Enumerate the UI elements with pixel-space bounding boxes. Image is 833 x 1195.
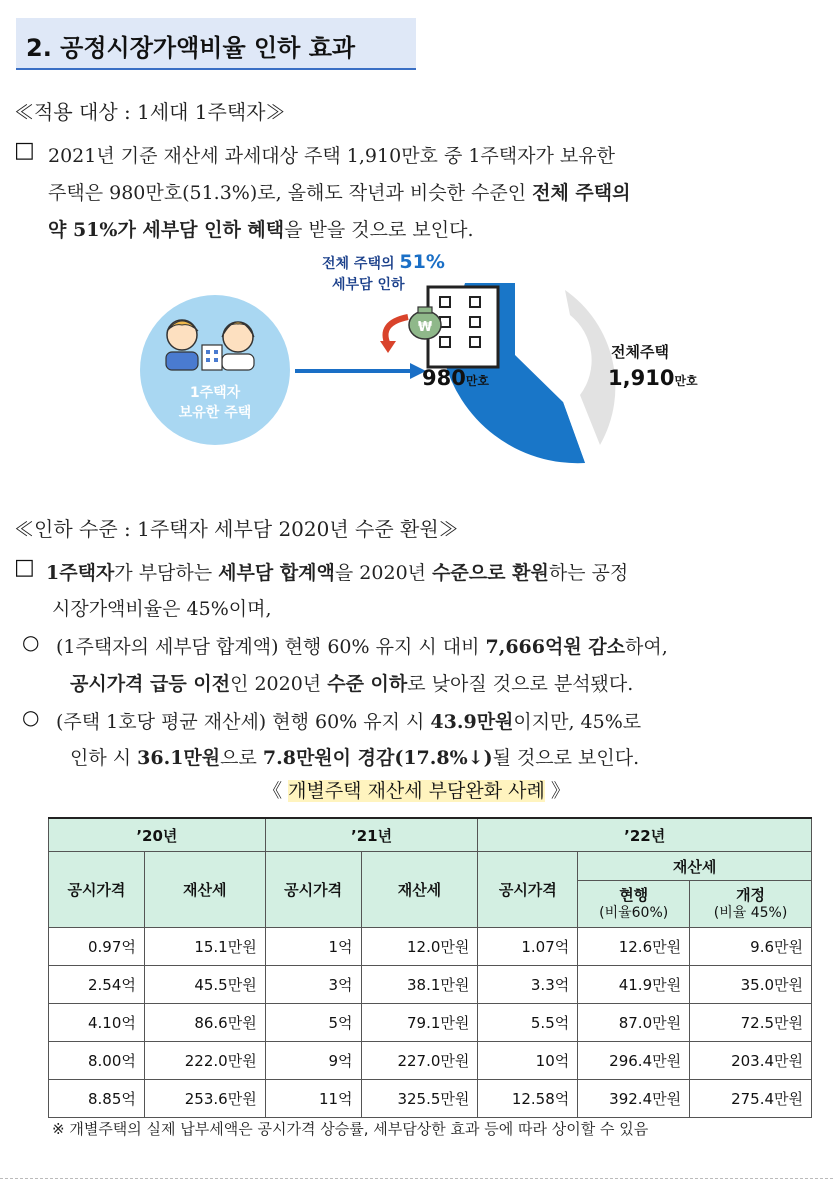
s2-p2-c: 하여, [625,636,668,658]
col-price-21: 공시가격 [265,852,361,928]
table-row [49,966,812,1004]
callout-pct: 51% [399,251,445,273]
s2-p3l2-b: 36.1만원 [137,747,221,769]
table-cell: 392.4만원 [578,1080,690,1118]
table-cell: 10억 [478,1042,578,1080]
table-cell: 87.0만원 [578,1004,690,1042]
s2-p2-b: 7,666억원 감소 [485,636,626,658]
s2-p3l2-e: 될 것으로 보인다. [492,747,640,769]
table-cell: 3억 [265,966,361,1004]
caption-close: 》 [544,780,570,802]
table-cell: 9억 [265,1042,361,1080]
tax-table [48,817,812,1118]
table-cell: 1억 [265,928,361,966]
s2-p3-a: (주택 1호당 평균 재산세) 현행 60% 유지 시 [56,711,431,733]
table-cell: 325.5만원 [361,1080,478,1118]
s2-p2l2-c: 수준 이하 [327,673,408,695]
table-cell: 72.5만원 [690,1004,812,1042]
table-cell: 11억 [265,1080,361,1118]
section2-p3-line1 [56,707,641,734]
col-revised-label: 개정 [736,886,766,904]
won-symbol: ₩ [417,320,433,335]
col-current-label: 현행 [619,886,649,904]
bullet-square-2: □ [14,555,35,580]
s2-p2-a: (1주택자의 세부담 합계액) 현행 60% 유지 시 대비 [56,636,486,658]
down-arrow-head [380,341,396,353]
section1-line3-b: 을 받을 것으로 보인다. [284,219,474,241]
section2-p2-line2 [70,669,633,696]
table-cell: 41.9만원 [578,966,690,1004]
year-20-header: ’20년 [49,818,266,852]
table-cell: 86.6만원 [144,1004,265,1042]
col-revised [690,881,812,928]
year-22-header: ’22년 [478,818,812,852]
table-body [49,928,812,1118]
section1-line1: 2021년 기준 재산세 과세대상 주택 1,910만호 중 1주택자가 보유한 [48,145,615,167]
table-cell: 253.6만원 [144,1080,265,1118]
infographic [110,245,730,470]
s2-p3l2-d: 7.8만원이 경감(17.8%↓) [262,747,493,769]
right-label: 전체주택 [611,343,669,361]
s2-p2l2-d: 로 낮아질 것으로 분석됐다. [407,673,634,695]
table-note: ※ 개별주택의 실제 납부세액은 공시가격 상승률, 세부담상한 효과 등에 따라 상이할 수 있음 [52,1120,649,1138]
left-value: 980 [422,366,466,390]
col-tax-20: 재산세 [144,852,265,928]
table-cell: 275.4만원 [690,1080,812,1118]
svg-text:전체 주택의 51% [322,251,445,273]
caption-text: 개별주택 재산세 부담완화 사례 [288,780,545,802]
table-cell: 5.5억 [478,1004,578,1042]
section2-p1-line1 [46,558,628,585]
left-unit: 만호 [465,374,490,388]
table-cell: 12.58억 [478,1080,578,1118]
section2-title: ≪인하 수준 : 1주택자 세부담 2020년 수준 환원≫ [14,517,459,541]
table-cell: 2.54억 [49,966,145,1004]
s2-p3l2-a: 인하 시 [70,747,138,769]
s2-p3l2-c: 으로 [220,747,263,769]
section1-line2-b: 전체 주택의 [532,182,631,204]
table-cell: 12.6만원 [578,928,690,966]
section2-p3-line2 [70,743,639,770]
s2-p2l2-b: 인 2020년 [230,673,328,695]
col-revised-sub: (비율 45%) [713,905,788,921]
table-cell: 296.4만원 [578,1042,690,1080]
callout-1: 전체 주택의 [322,256,400,272]
col-price-20: 공시가격 [49,852,145,928]
table-cell: 45.5만원 [144,966,265,1004]
table-row [49,928,812,966]
table-cell: 8.85억 [49,1080,145,1118]
table-cell: 3.3억 [478,966,578,1004]
section2-p1-line2: 시장가액비율은 45%이며, [52,598,272,620]
circle-bullet-2: ○ [22,705,40,729]
s2-p1-c: 세부담 합계액 [218,562,335,584]
down-arrow-curve [386,317,409,345]
right-value: 1,910 [608,366,675,390]
callout-2: 세부담 인하 [332,277,405,293]
svg-text:1,910만호 [608,366,698,390]
s2-p1-d: 을 2020년 [334,562,433,584]
table-cell: 79.1만원 [361,1004,478,1042]
table-cell: 1.07억 [478,928,578,966]
section-heading [16,18,416,70]
table-cell: 5억 [265,1004,361,1042]
table-cell: 227.0만원 [361,1042,478,1080]
table-row [49,1042,812,1080]
col-tax-22: 재산세 [578,852,812,881]
heading-text: 2. 공정시장가액비율 인하 효과 [26,34,356,62]
table-cell: 4.10억 [49,1004,145,1042]
section1-line2 [48,178,631,205]
page-divider [0,1178,833,1181]
table-row [49,1080,812,1118]
table-cell: 8.00억 [49,1042,145,1080]
circle-bullet-1: ○ [22,630,40,654]
table-cell: 35.0만원 [690,966,812,1004]
col-tax-21: 재산세 [361,852,478,928]
table-cell: 38.1만원 [361,966,478,1004]
col-current [578,881,690,928]
s2-p1-a: 1주택자 [46,562,115,584]
table-cell: 203.4만원 [690,1042,812,1080]
table-cell: 9.6만원 [690,928,812,966]
s2-p1-b: 가 부담하는 [114,562,219,584]
section1-line3 [48,215,474,242]
circle-label-1: 1주택자 [189,385,241,401]
s2-p3-b: 43.9만원 [430,711,514,733]
right-unit: 만호 [674,374,698,388]
col-current-sub: (비율60%) [599,905,669,921]
s2-p1-f: 하는 공정 [548,562,629,584]
table-cell: 0.97억 [49,928,145,966]
s2-p2l2-a: 공시가격 급등 이전 [70,673,231,695]
section2-p2-line1 [56,632,668,659]
bullet-square: □ [14,138,35,163]
table-row [49,1004,812,1042]
col-price-22: 공시가격 [478,852,578,928]
s2-p1-e: 수준으로 환원 [432,562,549,584]
section1-line3-a: 약 51%가 세부담 인하 혜택 [48,219,285,241]
table-caption [0,776,833,803]
s2-p3-c: 이지만, 45%로 [513,711,642,733]
table-cell: 12.0만원 [361,928,478,966]
table-cell: 15.1만원 [144,928,265,966]
circle-label-2: 보유한 주택 [178,405,252,421]
section1-title: ≪적용 대상 : 1세대 1주택자≫ [14,100,286,124]
caption-open: 《 [263,780,289,802]
year-21-header: ’21년 [265,818,478,852]
section1-line2-a: 주택은 980만호(51.3%)로, 올해도 작년과 비슷한 수준인 [48,182,533,204]
table-cell: 222.0만원 [144,1042,265,1080]
